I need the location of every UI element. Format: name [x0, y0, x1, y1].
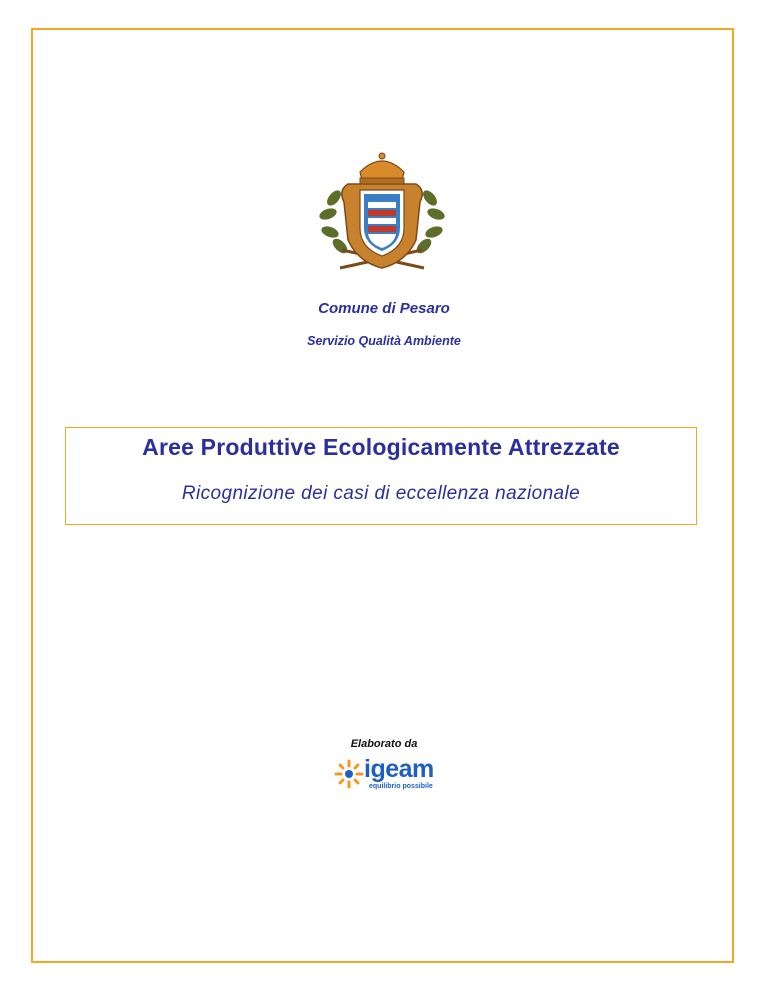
document-subtitle: Ricognizione dei casi di eccellenza nazionale: [181, 483, 581, 504]
prepared-by-label: Elaborato da: [350, 738, 418, 750]
title-box: [65, 427, 697, 525]
logo-wordmark: igeam: [364, 755, 434, 783]
igeam-logo: [334, 757, 438, 795]
department-name: Servizio Qualità Ambiente: [307, 334, 461, 348]
logo-tagline: equilibrio possibile: [369, 783, 433, 790]
organization-name: Comune di Pesaro: [318, 300, 450, 317]
document-title: Aree Produttive Ecologicamente Attrezzate: [142, 434, 620, 460]
sun-burst-icon: [334, 759, 364, 789]
coat-of-arms-emblem: [318, 150, 446, 278]
